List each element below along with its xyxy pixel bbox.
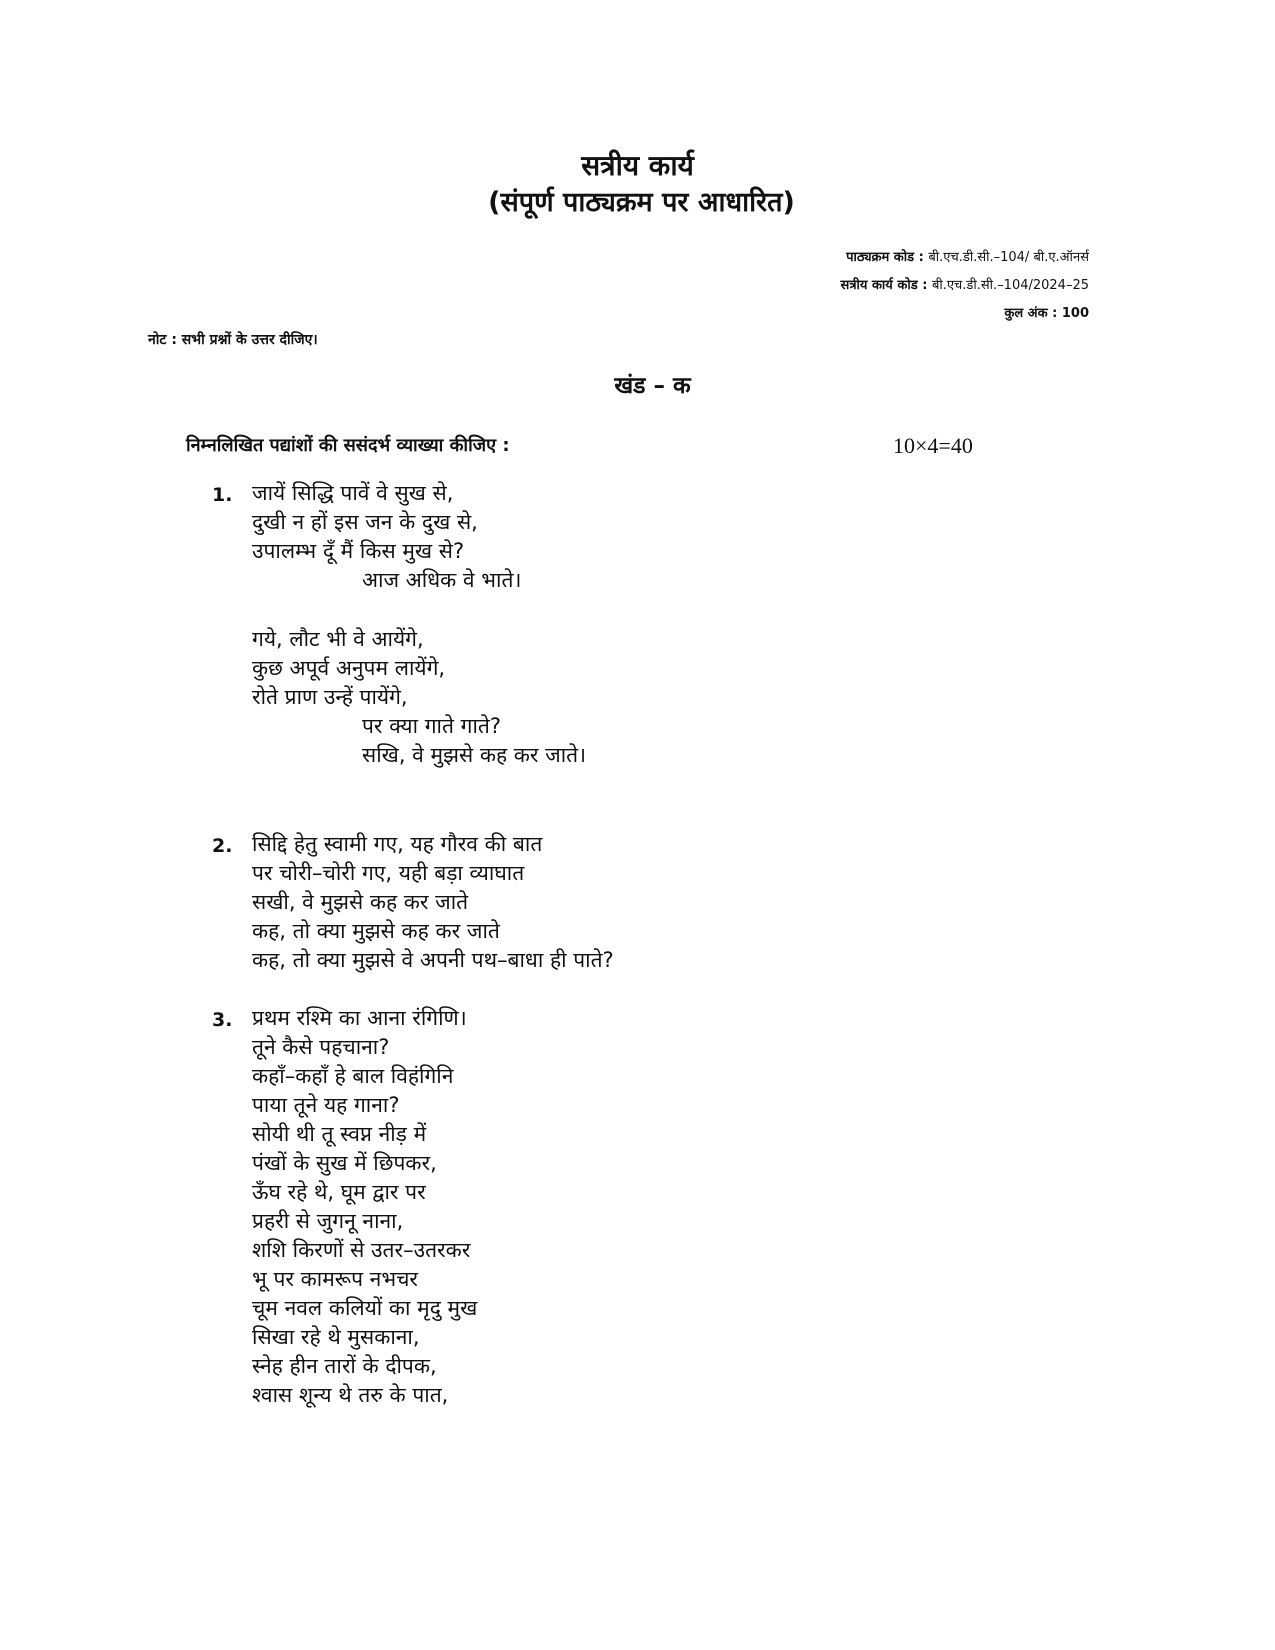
poem-line: दुखी न हों इस जन के दुख से, <box>252 510 478 534</box>
assignment-code-row <box>841 272 1089 300</box>
poem-line: कहाँ–कहाँ हे बाल विहंगिनि <box>252 1064 454 1088</box>
poem-line: कुछ अपूर्व अनुपम लायेंगे, <box>252 656 446 680</box>
poem-line: ऊँघ रहे थे, घूम द्वार पर <box>252 1180 426 1204</box>
question-number: 3. <box>212 1009 233 1031</box>
poem-line: भू पर कामरूप नभचर <box>252 1267 419 1291</box>
note: नोट : सभी प्रश्नों के उत्तर दीजिए। <box>148 332 318 348</box>
instruction: निम्नलिखित पद्यांशों की ससंदर्भ व्याख्या कीजिए : <box>186 435 510 456</box>
total-marks-value: 100 <box>1061 306 1089 321</box>
poem-line: पर चोरी–चोरी गए, यही बड़ा व्याघात <box>252 861 525 885</box>
total-marks-label: कुल अंक : <box>1004 306 1058 321</box>
page-title: सत्रीय कार्य <box>581 149 694 182</box>
poem-line: तूने कैसे पहचाना? <box>252 1035 390 1059</box>
poem-line: पाया तूने यह गाना? <box>252 1093 400 1117</box>
course-code-value: बी.एच.डी.सी.–104/ बी.ए.ऑनर्स <box>928 250 1089 265</box>
poem-line: जायें सिद्धि पावें वे सुख से, <box>252 481 454 505</box>
poem-line: उपालम्भ दूँ मैं किस मुख से? <box>252 539 465 563</box>
assignment-code-value: बी.एच.डी.सी.–104/2024–25 <box>931 278 1089 293</box>
course-meta <box>841 244 1089 328</box>
poem-line: श्वास शून्य थे तरु के पात, <box>252 1383 449 1407</box>
page-subtitle: (संपूर्ण पाठ्यक्रम पर आधारित) <box>488 187 795 218</box>
course-code-row <box>841 244 1089 272</box>
question-number: 2. <box>212 835 233 857</box>
poem-line: कह, तो क्या मुझसे वे अपनी पथ–बाधा ही पाते? <box>252 948 614 972</box>
total-marks-row <box>841 300 1089 328</box>
course-code-label: पाठ्यक्रम कोड : <box>846 250 924 265</box>
poem-line: पंखों के सुख में छिपकर, <box>252 1151 437 1175</box>
poem-line: पर क्या गाते गाते? <box>362 714 502 738</box>
poem-line: आज अधिक वे भाते। <box>362 568 522 592</box>
poem-line: सोयी थी तू स्वप्न नीड़ में <box>252 1122 427 1146</box>
poem-line: सखि, वे मुझसे कह कर जाते। <box>362 743 587 767</box>
poem-line: प्रथम रश्मि का आना रंगिणि। <box>252 1006 467 1030</box>
poem-line: कह, तो क्या मुझसे कह कर जाते <box>252 919 500 943</box>
poem-line: गये, लौट भी वे आयेंगे, <box>252 627 424 651</box>
poem-line: स्नेह हीन तारों के दीपक, <box>252 1354 437 1378</box>
question-number: 1. <box>212 484 233 506</box>
poem-line: शशि किरणों से उतर–उतरकर <box>252 1238 471 1262</box>
section-title: खंड – क <box>614 373 691 399</box>
poem-line: प्रहरी से जुगनू नाना, <box>252 1209 404 1233</box>
poem-line: रोते प्राण उन्हें पायेंगे, <box>252 685 408 709</box>
poem-line: सिद्दि हेतु स्वामी गए, यह गौरव की बात <box>252 832 543 856</box>
marks-distribution: 10×4=40 <box>893 433 973 458</box>
assignment-code-label: सत्रीय कार्य कोड : <box>840 278 928 293</box>
poem-line: सिखा रहे थे मुसकाना, <box>252 1325 420 1349</box>
poem-line: चूम नवल कलियों का मृदु मुख <box>252 1296 478 1320</box>
poem-line: सखी, वे मुझसे कह कर जाते <box>252 890 469 914</box>
